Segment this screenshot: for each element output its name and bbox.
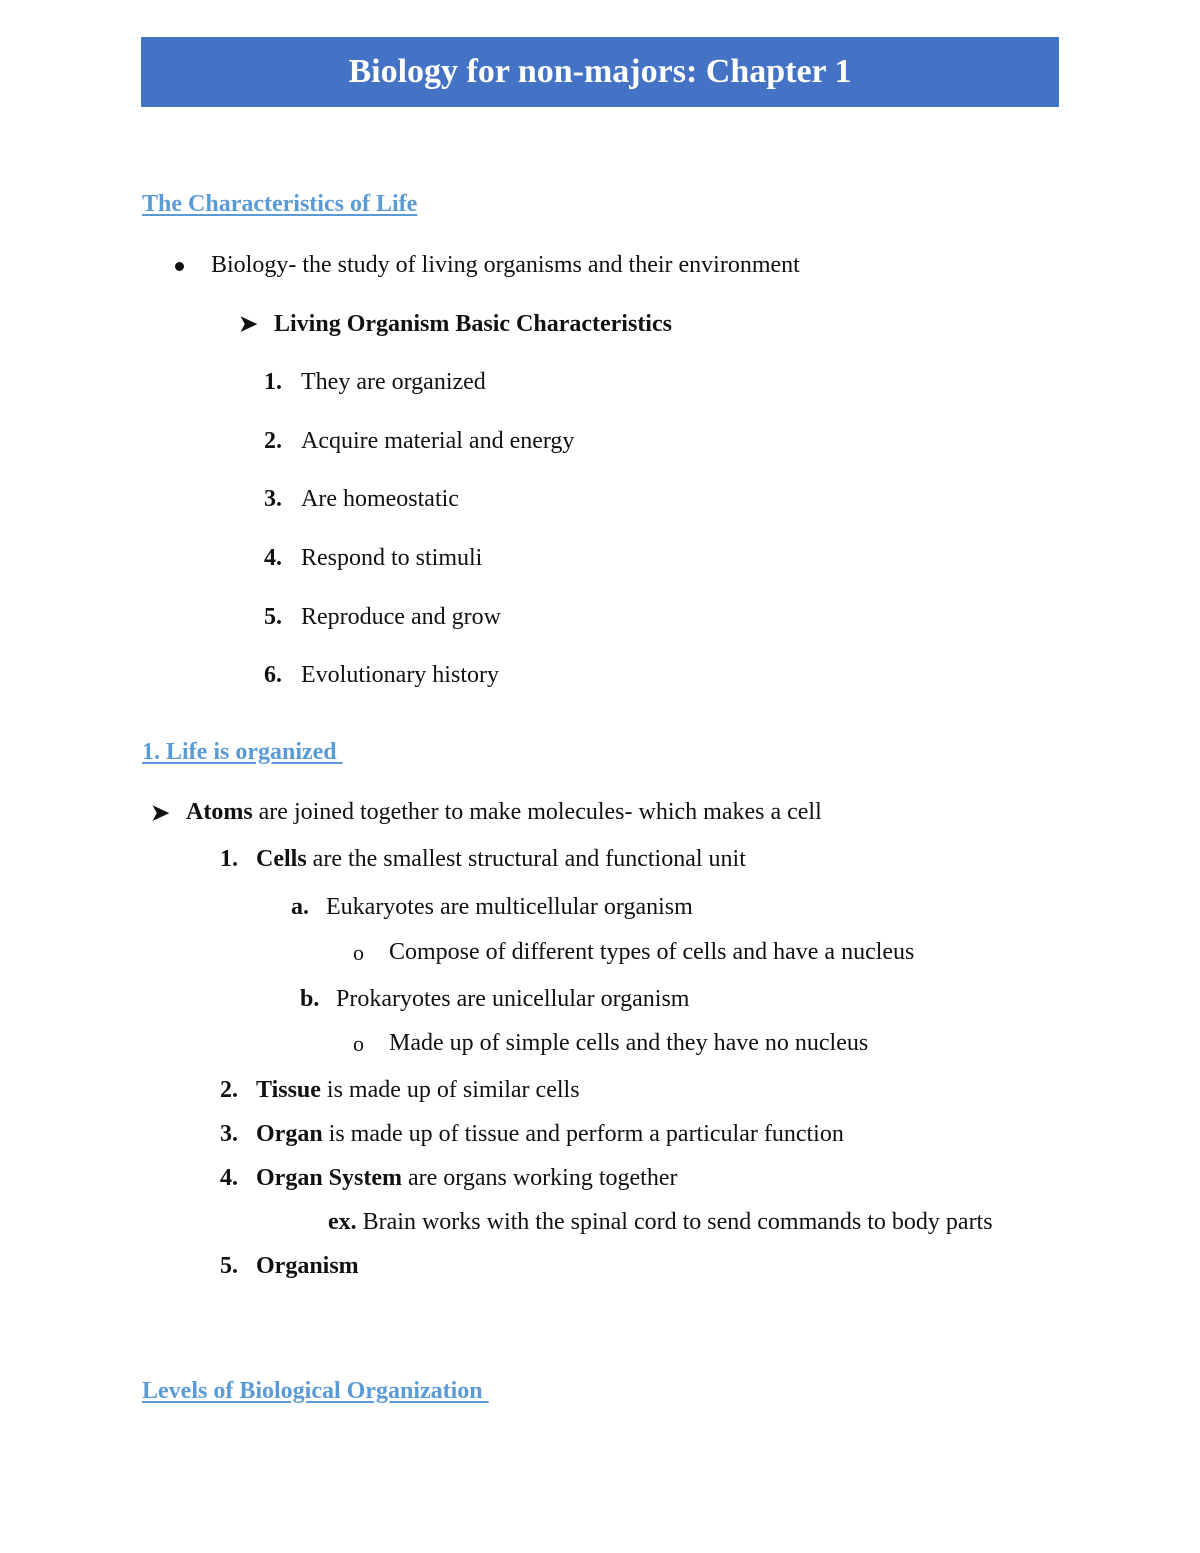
list-number: 2.	[264, 428, 282, 454]
eukaryotes-detail: Compose of different types of cells and have a nucleus	[389, 939, 915, 965]
example-label: ex.	[328, 1209, 357, 1235]
organ-system-term: Organ System	[256, 1165, 402, 1191]
organism-term: Organism	[256, 1253, 359, 1279]
title-banner	[141, 37, 1059, 107]
sub-list-letter: b.	[300, 986, 320, 1012]
list-number: 4.	[220, 1165, 238, 1191]
list-item: Evolutionary history	[301, 662, 499, 688]
cells-term: Cells	[256, 846, 307, 872]
atoms-description: are joined together to make molecules- which makes a cell	[252, 799, 822, 825]
biology-definition: Biology- the study of living organisms and their environment	[211, 252, 800, 278]
section-heading-life-organized: 1. Life is organized	[142, 739, 343, 765]
sub-list-letter: a.	[291, 894, 309, 920]
eukaryotes-line: Eukaryotes are multicellular organism	[326, 894, 693, 920]
list-item: Reproduce and grow	[301, 604, 501, 630]
list-number: 3.	[264, 486, 282, 512]
cells-line	[256, 847, 746, 871]
list-number: 2.	[220, 1077, 238, 1103]
characteristics-subheading: Living Organism Basic Characteristics	[274, 311, 672, 337]
section-heading-levels: Levels of Biological Organization	[142, 1378, 489, 1404]
prokaryotes-detail: Made up of simple cells and they have no nucleus	[389, 1030, 869, 1056]
circle-bullet-icon: o	[353, 940, 364, 965]
list-item: Respond to stimuli	[301, 545, 483, 571]
tissue-term: Tissue	[256, 1077, 321, 1103]
list-number: 1.	[220, 846, 238, 872]
prokaryotes-line: Prokaryotes are unicellular organism	[336, 986, 690, 1012]
organ-term: Organ	[256, 1121, 323, 1147]
section-heading-characteristics: The Characteristics of Life	[142, 191, 418, 217]
list-number: 4.	[264, 545, 282, 571]
list-number: 6.	[264, 662, 282, 688]
example-text: Brain works with the spinal cord to send commands to body parts	[356, 1209, 993, 1235]
organ-system-description: are organs working together	[402, 1165, 678, 1191]
list-item: They are organized	[301, 369, 486, 395]
list-number: 3.	[220, 1121, 238, 1147]
tissue-description: is made up of similar cells	[320, 1077, 580, 1103]
organ-system-line	[256, 1166, 677, 1190]
arrow-bullet-icon: ➤	[239, 311, 258, 336]
arrow-bullet-icon: ➤	[151, 800, 170, 825]
atoms-line	[186, 800, 822, 824]
example-line	[328, 1210, 993, 1234]
list-item: Are homeostatic	[301, 486, 459, 512]
organ-line	[256, 1122, 844, 1146]
list-number: 5.	[220, 1253, 238, 1279]
bullet-dot-icon	[175, 262, 184, 271]
atoms-term: Atoms	[186, 799, 253, 825]
organ-description: is made up of tissue and perform a particular function	[322, 1121, 844, 1147]
tissue-line	[256, 1078, 580, 1102]
list-number: 5.	[264, 604, 282, 630]
page-title: Biology for non-majors: Chapter 1	[348, 53, 852, 90]
list-item: Acquire material and energy	[301, 428, 575, 454]
circle-bullet-icon: o	[353, 1031, 364, 1056]
list-number: 1.	[264, 369, 282, 395]
cells-description: are the smallest structural and functional unit	[306, 846, 746, 872]
